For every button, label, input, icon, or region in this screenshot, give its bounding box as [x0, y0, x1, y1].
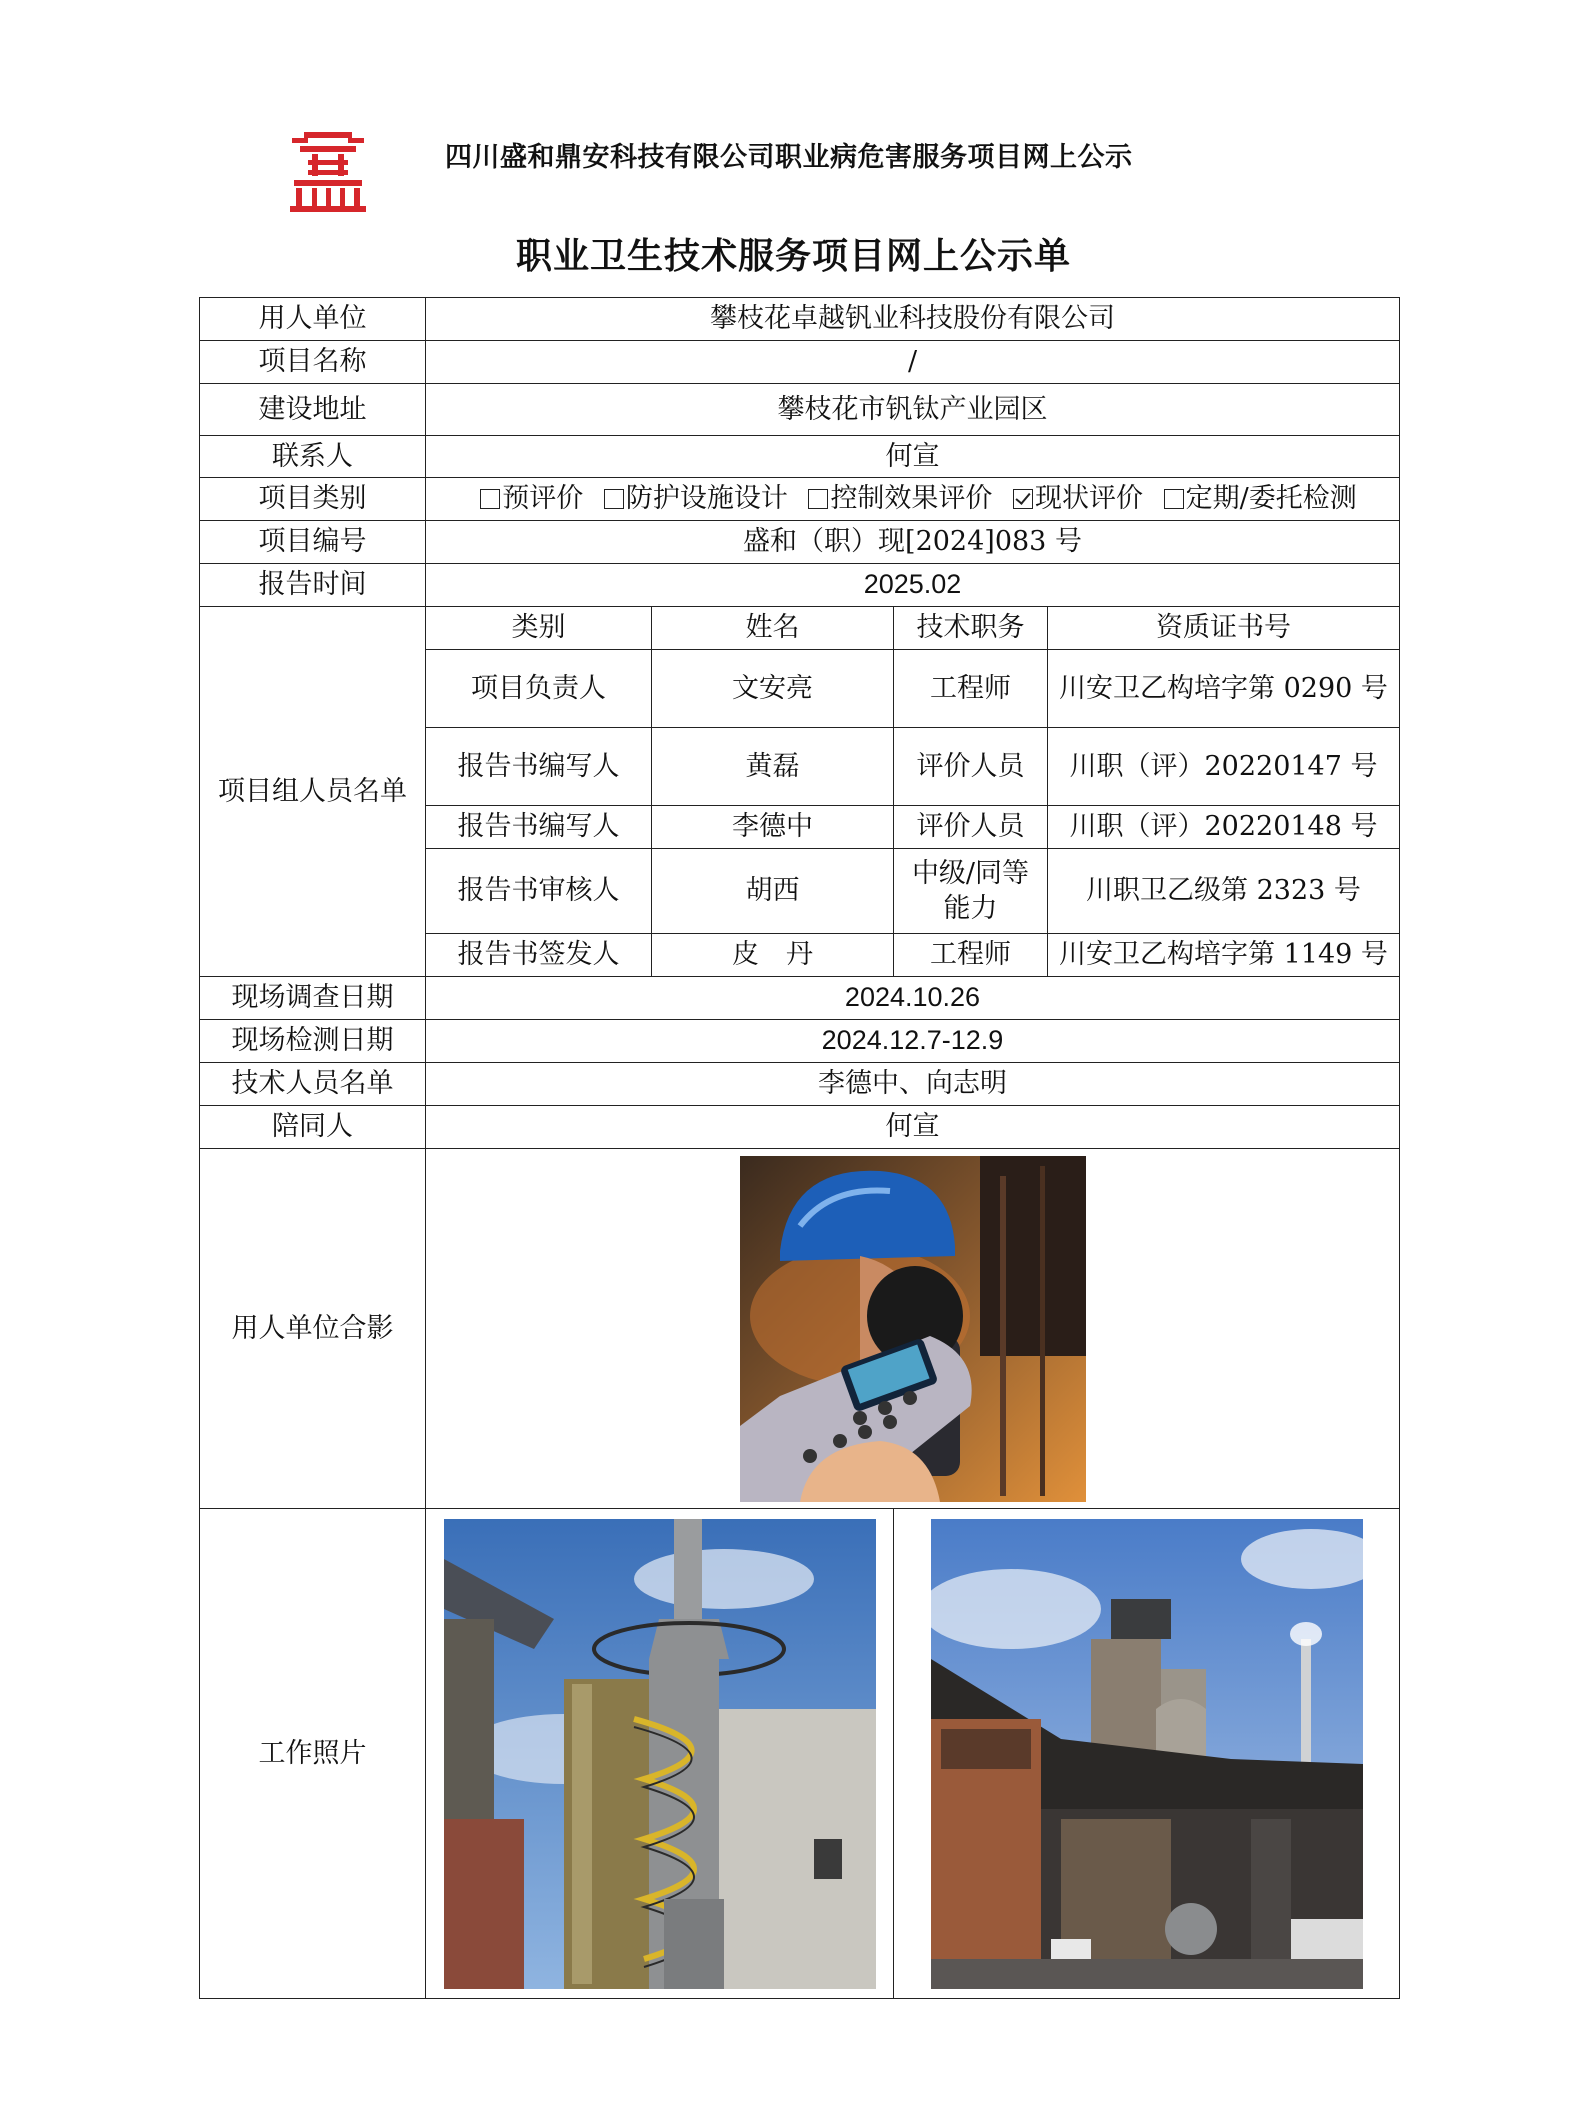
- project-no-label: 项目编号: [200, 521, 426, 564]
- row-address: [200, 384, 1400, 436]
- team-header-category: 类别: [426, 607, 652, 650]
- row-employer: [200, 298, 1400, 341]
- team-member-name: 文安亮: [652, 650, 894, 728]
- team-header-title: 技术职务: [894, 607, 1048, 650]
- checkbox-periodic-testing[interactable]: [1164, 489, 1184, 509]
- work-photo-cell-left: [426, 1509, 894, 1999]
- escort-label: 陪同人: [200, 1106, 426, 1149]
- project-name-value: /: [426, 341, 1400, 384]
- team-role: 报告书编写人: [426, 728, 652, 806]
- team-header-certificate: 资质证书号: [1048, 607, 1400, 650]
- row-escort: [200, 1106, 1400, 1149]
- team-role: 报告书编写人: [426, 806, 652, 849]
- work-photos-label: 工作照片: [200, 1509, 426, 1999]
- contact-label: 联系人: [200, 436, 426, 478]
- row-category: [200, 478, 1400, 521]
- category-pre-evaluation-label: 预评价: [502, 483, 584, 515]
- team-member-certificate: 川职（评）20220148 号: [1048, 806, 1400, 849]
- group-photo-image: [740, 1156, 1086, 1502]
- team-member-certificate: 川安卫乙构培字第 1149 号: [1048, 934, 1400, 977]
- checkbox-protection-design[interactable]: [604, 489, 624, 509]
- team-member-title: 评价人员: [894, 728, 1048, 806]
- row-survey-date: [200, 977, 1400, 1020]
- address-value: 攀枝花市钒钛产业园区: [426, 384, 1400, 436]
- row-report-time: [200, 564, 1400, 607]
- category-periodic-testing-label: 定期/委托检测: [1185, 483, 1357, 515]
- employer-label: 用人单位: [200, 298, 426, 341]
- technicians-label: 技术人员名单: [200, 1063, 426, 1106]
- team-member-name: 李德中: [652, 806, 894, 849]
- row-project-no: [200, 521, 1400, 564]
- work-photo-cell-right: [894, 1509, 1400, 1999]
- team-member-name: 皮 丹: [652, 934, 894, 977]
- row-contact: [200, 436, 1400, 478]
- report-time-label: 报告时间: [200, 564, 426, 607]
- row-test-date: [200, 1020, 1400, 1063]
- company-notice-header: 四川盛和鼎安科技有限公司职业病危害服务项目网上公示: [445, 142, 1133, 173]
- team-header-name: 姓名: [652, 607, 894, 650]
- company-logo: [290, 132, 366, 212]
- project-no-value: 盛和（职）现[2024]083 号: [426, 521, 1400, 564]
- test-date-value: 2024.12.7-12.9: [426, 1020, 1400, 1063]
- group-photo-cell: [426, 1149, 1400, 1509]
- project-name-label: 项目名称: [200, 341, 426, 384]
- team-member-title: 中级/同等能力: [894, 849, 1048, 934]
- category-label: 项目类别: [200, 478, 426, 521]
- row-project-name: [200, 341, 1400, 384]
- team-member-certificate: 川职（评）20220147 号: [1048, 728, 1400, 806]
- category-options: [426, 478, 1400, 521]
- technicians-value: 李德中、向志明: [426, 1063, 1400, 1106]
- row-work-photos: [200, 1509, 1400, 1999]
- team-member-certificate: 川安卫乙构培字第 0290 号: [1048, 650, 1400, 728]
- work-photo-tower-image: [444, 1519, 876, 1989]
- group-photo-label: 用人单位合影: [200, 1149, 426, 1509]
- survey-date-value: 2024.10.26: [426, 977, 1400, 1020]
- category-control-effect-label: 控制效果评价: [830, 483, 993, 515]
- address-label: 建设地址: [200, 384, 426, 436]
- team-member-name: 黄磊: [652, 728, 894, 806]
- team-header-row: [200, 607, 1400, 650]
- disclosure-form-table: [199, 297, 1400, 1999]
- team-member-certificate: 川职卫乙级第 2323 号: [1048, 849, 1400, 934]
- team-member-title: 评价人员: [894, 806, 1048, 849]
- category-status-evaluation-label: 现状评价: [1035, 483, 1144, 515]
- contact-value: 何宣: [426, 436, 1400, 478]
- work-photo-plant-image: [931, 1519, 1363, 1989]
- escort-value: 何宣: [426, 1106, 1400, 1149]
- employer-value: 攀枝花卓越钒业科技股份有限公司: [426, 298, 1400, 341]
- row-group-photo: [200, 1149, 1400, 1509]
- report-time-value: 2025.02: [426, 564, 1400, 607]
- team-member-title: 工程师: [894, 934, 1048, 977]
- checkbox-status-evaluation[interactable]: [1013, 489, 1033, 509]
- team-role: 项目负责人: [426, 650, 652, 728]
- test-date-label: 现场检测日期: [200, 1020, 426, 1063]
- team-member-title: 工程师: [894, 650, 1048, 728]
- row-technicians: [200, 1063, 1400, 1106]
- team-role: 报告书签发人: [426, 934, 652, 977]
- team-role: 报告书审核人: [426, 849, 652, 934]
- team-member-name: 胡西: [652, 849, 894, 934]
- survey-date-label: 现场调查日期: [200, 977, 426, 1020]
- checkbox-control-effect[interactable]: [808, 489, 828, 509]
- document-title: 职业卫生技术服务项目网上公示单: [515, 235, 1071, 277]
- checkbox-pre-evaluation[interactable]: [480, 489, 500, 509]
- category-protection-design-label: 防护设施设计: [625, 483, 788, 515]
- team-label: 项目组人员名单: [200, 607, 426, 977]
